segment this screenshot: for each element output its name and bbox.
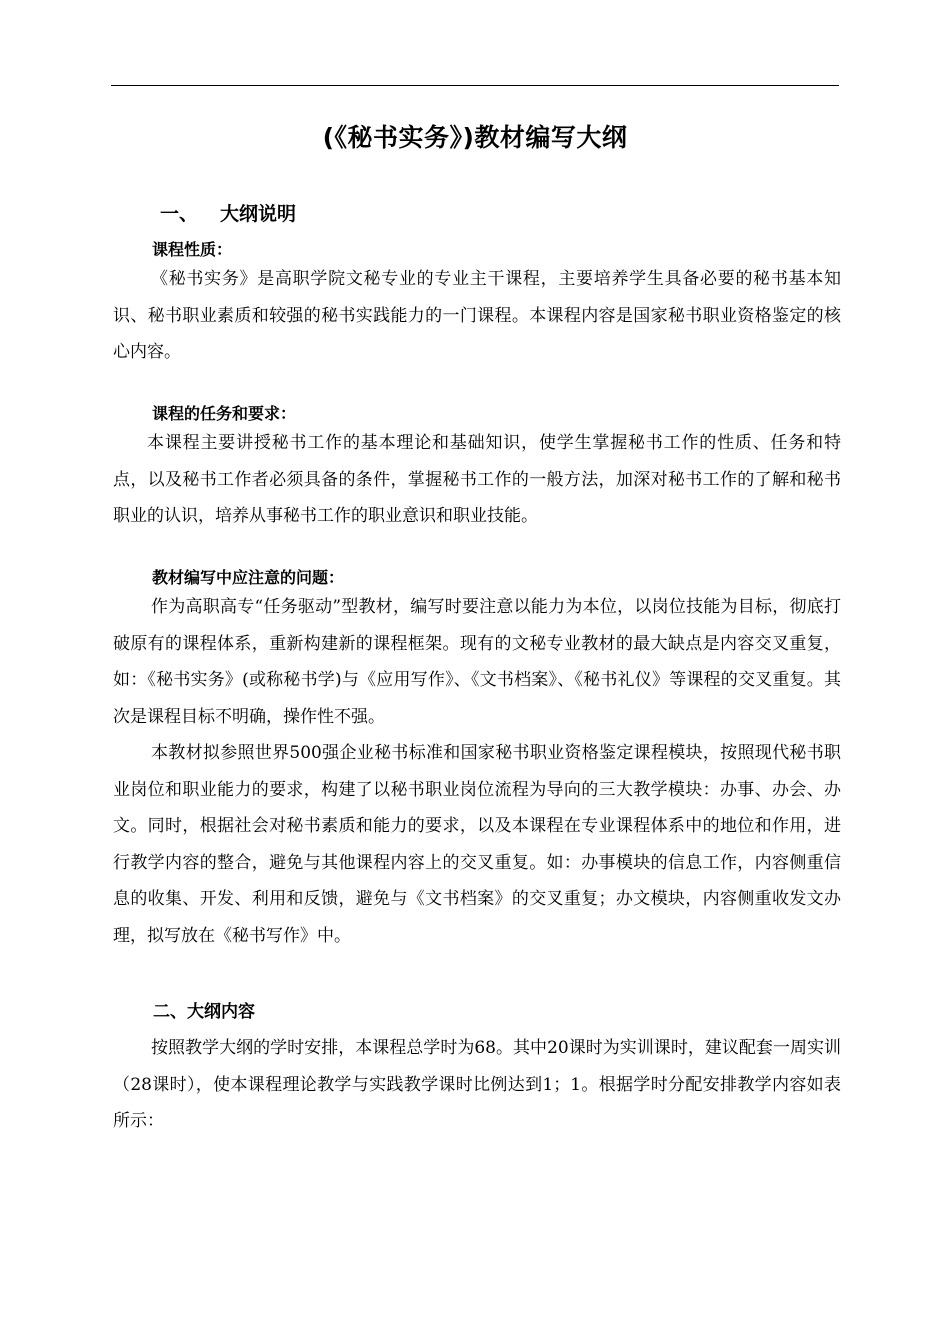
course-nature-heading: 课程性质： (152, 240, 233, 259)
section-1-title: 大纲说明 (220, 203, 297, 225)
document-title: (《秘书实务》)教材编写大纲 (322, 123, 628, 152)
section-2-paragraph: 按照教学大纲的学时安排，本课程总学时为68。其中20课时为实训课时，建议配套一周实训（28课时），使本课程理论教学与实践教学课时比例达到1；1。根据学时分配安排教学内容如表所示： (113, 1038, 841, 1131)
course-tasks-paragraph: 本课程主要讲授秘书工作的基本理论和基础知识，使学生掌握秘书工作的性质、任务和特点，以及秘书工作者必须具备的条件，掌握秘书工作的一般方法，加深对秘书工作的了解和秘书职业的认识，培养从事秘书工作的职业意识和职业技能。 (113, 433, 841, 526)
section-1-number: 一、 (160, 203, 199, 225)
course-nature-paragraph: 《秘书实务》是高职学院文秘专业的专业主干课程，主要培养学生具备必要的秘书基本知识、秘书职业素质和较强的秘书实践能力的一门课程。本课程内容是国家秘书职业资格鉴定的核心内容。 (113, 269, 841, 362)
header-rule (111, 85, 839, 86)
textbook-issues-heading: 教材编写中应注意的问题： (152, 568, 345, 587)
section-1-heading (160, 200, 296, 228)
textbook-issues-paragraph-2: 本教材拟参照世界500强企业秘书标准和国家秘书职业资格鉴定课程模块，按照现代秘书职业岗位和职业能力的要求，构建了以秘书职业岗位流程为导向的三大教学模块：办事、办会、办文。同时，根据社会对秘书素质和能力的要求，以及本课程在专业课程体系中的地位和作用，进行教学内容的整合，避免与其他课程内容上的交叉重复。如：办事模块的信息工作，内容侧重信息的收集、开发、利用和反馈，避免与《文书档案》的交叉重复；办文模块，内容侧重收发文办理，拟写放在《秘书写作》中。 (113, 743, 841, 946)
textbook-issues-paragraph-1: 作为高职高专“任务驱动”型教材，编写时要注意以能力为本位，以岗位技能为目标，彻底打破原有的课程体系，重新构建新的课程框架。现有的文秘专业教材的最大缺点是内容交叉重复，如：《秘书实务》(或称秘书学)与《应用写作》、《文书档案》、《秘书礼仪》等课程的交叉重复。其次是课程目标不明确，操作性不强。 (113, 597, 841, 727)
section-2-heading: 二、大纲内容 (153, 1002, 255, 1022)
course-tasks-heading: 课程的任务和要求： (152, 404, 297, 423)
